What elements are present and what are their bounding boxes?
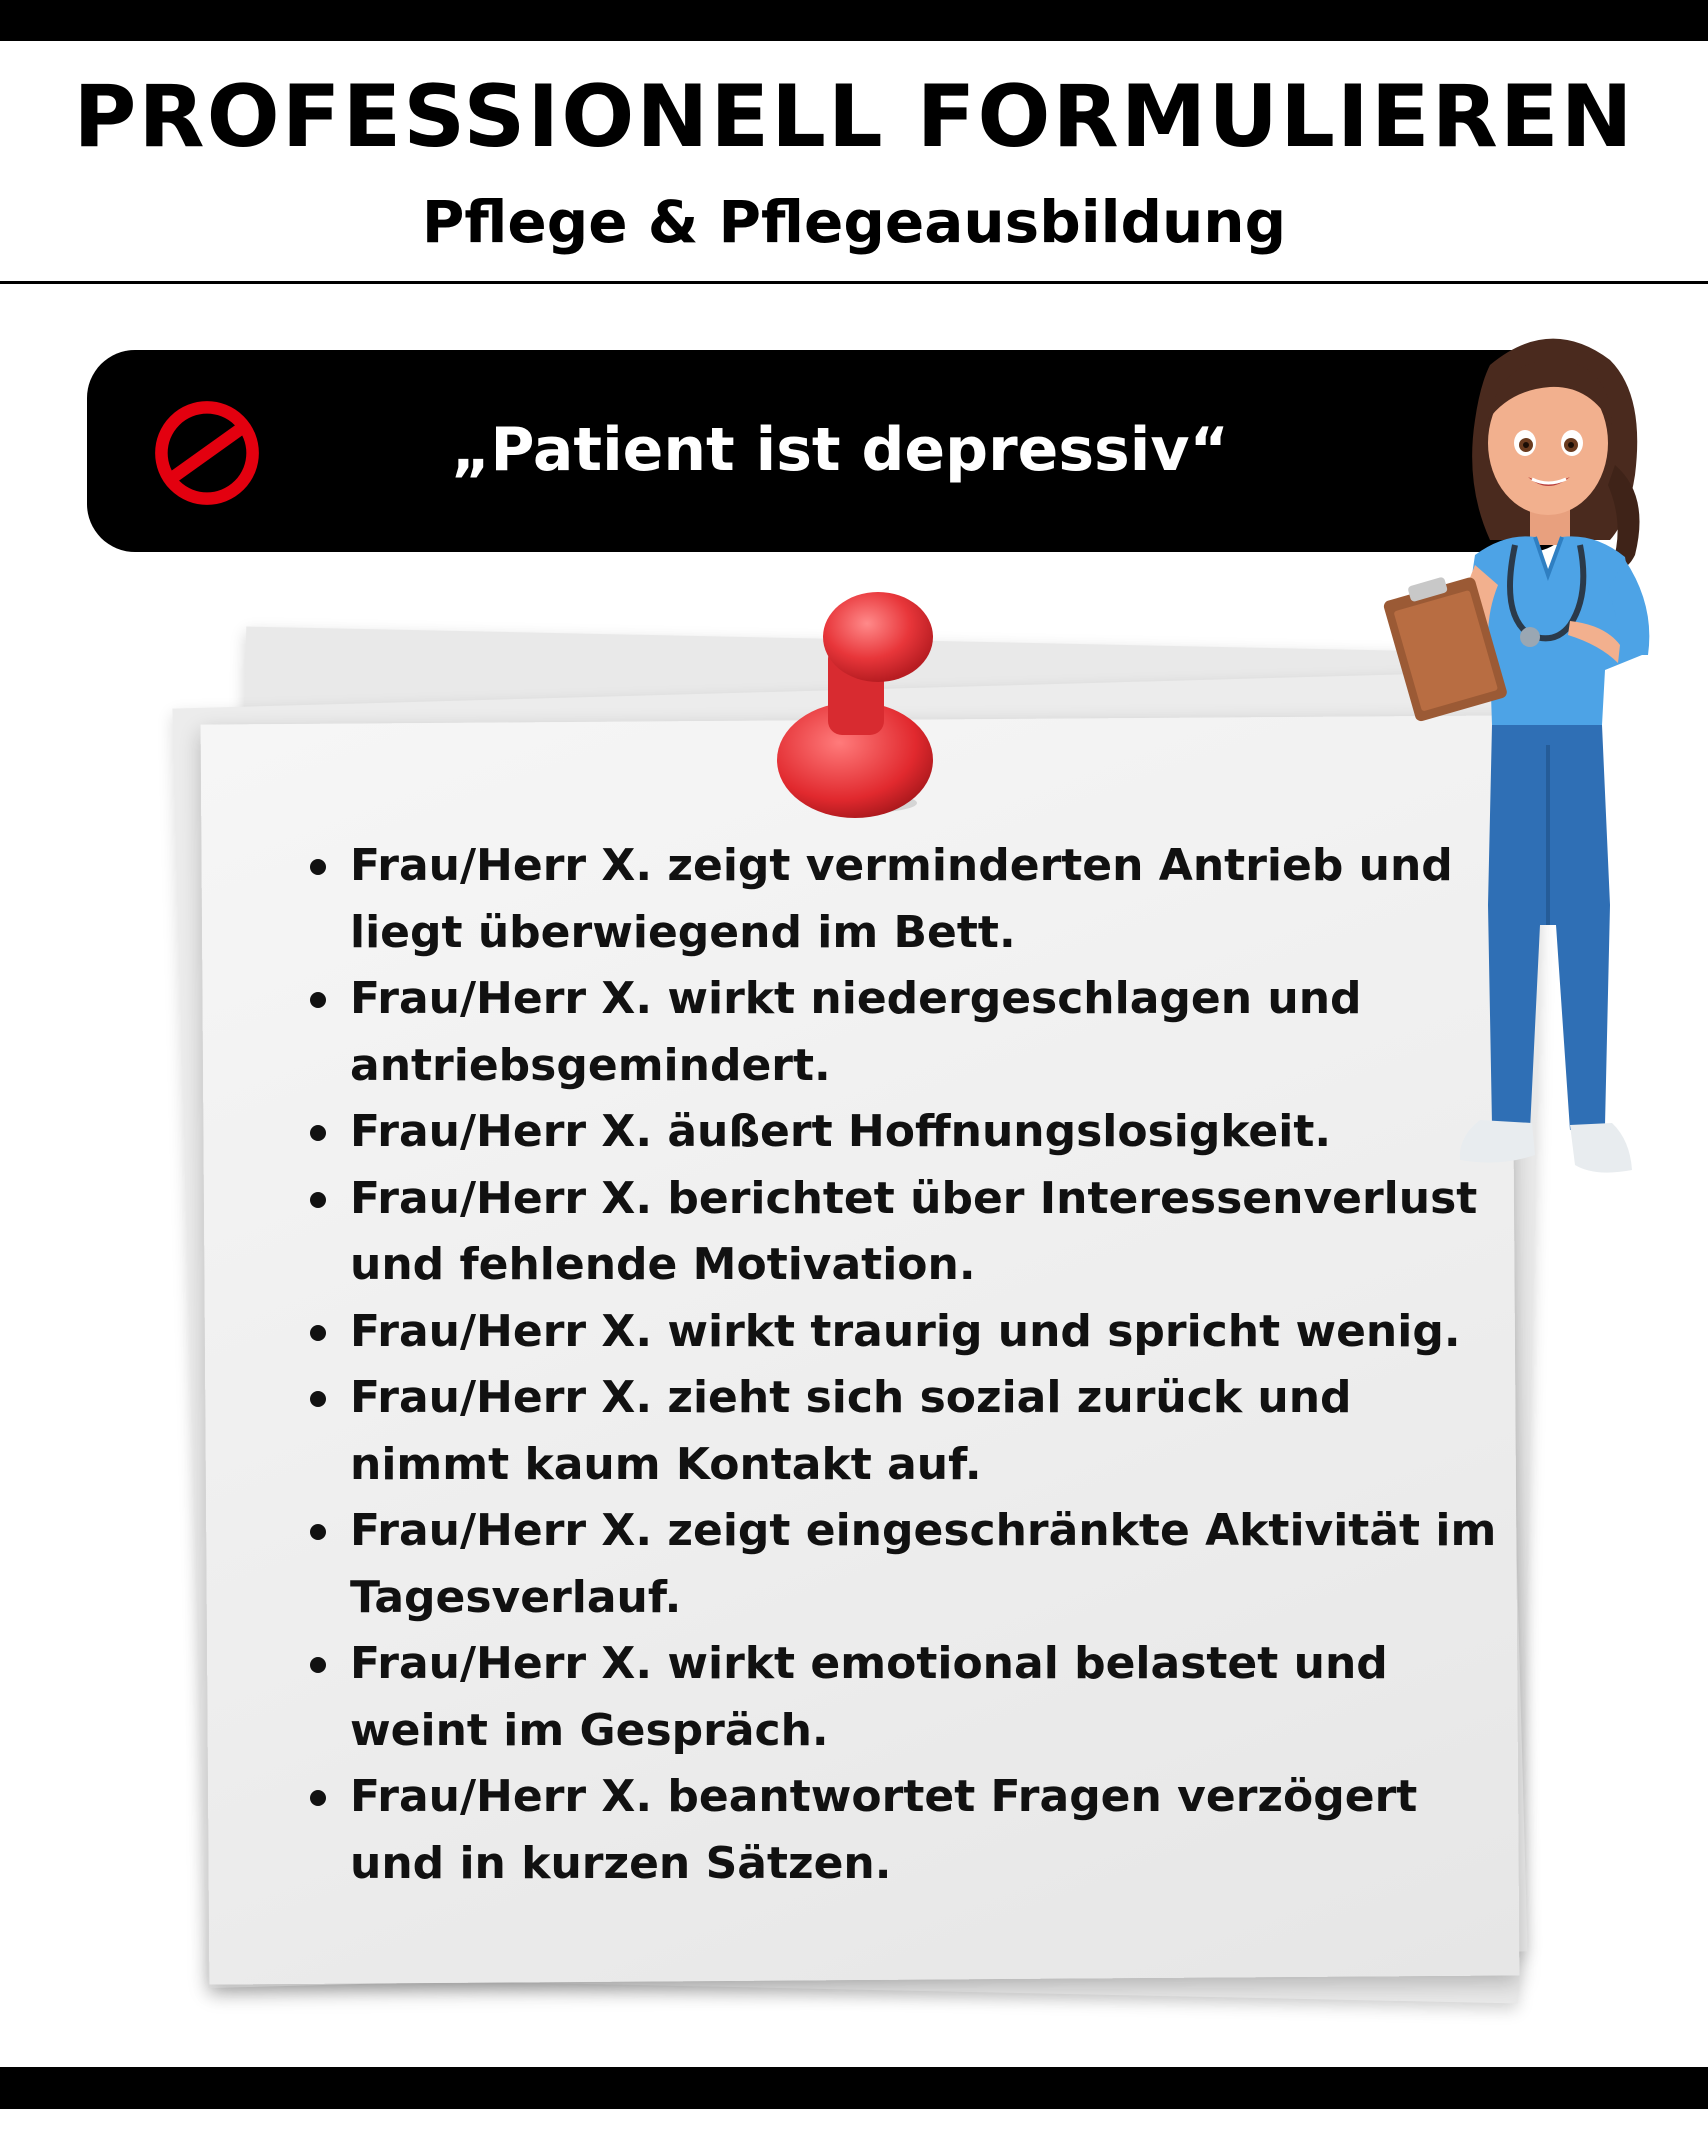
list-item: Frau/Herr X. berichtet über Interessenverlust und fehlende Motivation.: [300, 1166, 1500, 1299]
nurse-illustration: [1380, 325, 1708, 1205]
banner-quote: „Patient ist depressiv“: [451, 415, 1229, 485]
list-item: Frau/Herr X. äußert Hoffnungslosigkeit.: [300, 1099, 1500, 1166]
bullet-icon: [310, 1391, 326, 1407]
list-item: Frau/Herr X. beantwortet Fragen verzögert und in kurzen Sätzen.: [300, 1764, 1500, 1897]
list-item: Frau/Herr X. wirkt emotional belastet und weint im Gespräch.: [300, 1631, 1500, 1764]
list-item: Frau/Herr X. zieht sich sozial zurück und nimmt kaum Kontakt auf.: [300, 1365, 1500, 1498]
list-item: Frau/Herr X. zeigt verminderten Antrieb und liegt überwiegend im Bett.: [300, 833, 1500, 966]
bullet-icon: [310, 1790, 326, 1806]
bullet-icon: [310, 1657, 326, 1673]
bullet-icon: [310, 1325, 326, 1341]
formulation-list: [300, 833, 1500, 1897]
bottom-bar: [0, 2067, 1708, 2109]
bullet-icon: [310, 1125, 326, 1141]
page-subtitle: Pflege & Pflegeausbildung: [421, 188, 1287, 256]
header-divider: [0, 281, 1708, 284]
page-title: PROFESSIONELL FORMULIEREN: [73, 67, 1635, 167]
prohibited-icon: [150, 396, 264, 510]
list-item: Frau/Herr X. wirkt niedergeschlagen und antriebsgemindert.: [300, 966, 1500, 1099]
bullet-icon: [310, 992, 326, 1008]
top-bar: [0, 0, 1708, 41]
list-item: Frau/Herr X. wirkt traurig und spricht wenig.: [300, 1299, 1500, 1366]
list-item: Frau/Herr X. zeigt eingeschränkte Aktivität im Tagesverlauf.: [300, 1498, 1500, 1631]
bullet-icon: [310, 1524, 326, 1540]
pushpin-icon: [770, 585, 940, 825]
bullet-icon: [310, 1192, 326, 1208]
bullet-icon: [310, 859, 326, 875]
